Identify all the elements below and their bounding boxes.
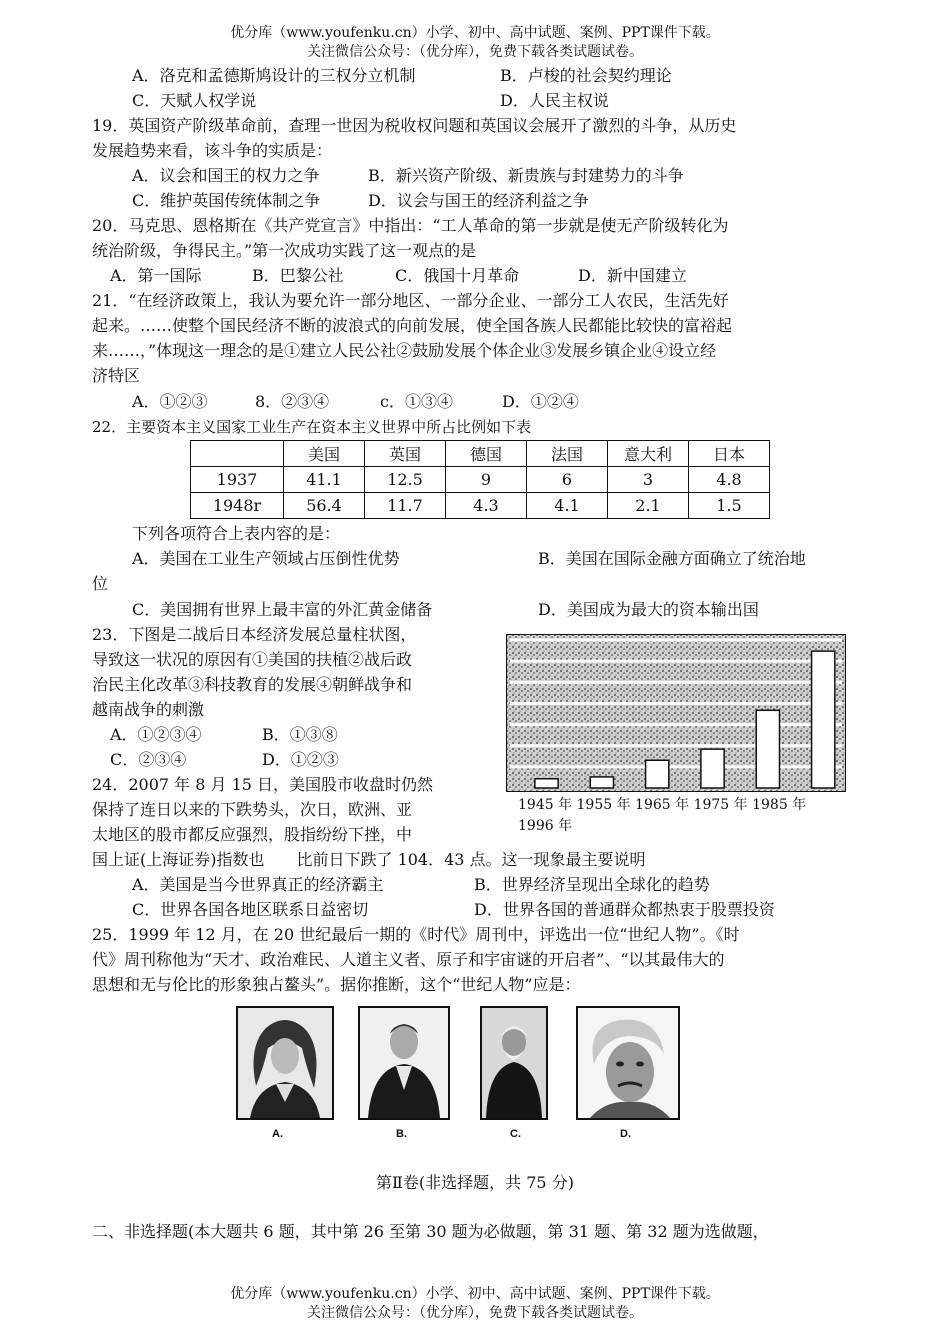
table-cell: 41.1 [284, 467, 365, 493]
table-header-cell: 美国 [284, 441, 365, 467]
q21-stem-4: 济特区 [92, 366, 141, 385]
table-cell: 4.8 [689, 467, 770, 493]
q21-option-c: c．①③④ [380, 392, 453, 411]
portrait-d-label: D. [620, 1128, 631, 1140]
q19-option-a: A．议会和国王的权力之争 [132, 166, 320, 185]
q19-stem-1: 19．英国资产阶级革命前，查理一世因为税收权问题和英国议会展开了激烈的斗争，从历史 [92, 116, 737, 135]
footer-line-1: 优分库（www.youfenku.cn）小学、初中、高中试题、案例、PPT课件下载。 [230, 1286, 720, 1302]
chart-caption-2: 1996 年 [518, 818, 573, 834]
table-header-cell: 法国 [527, 441, 608, 467]
table-cell: 4.1 [527, 493, 608, 519]
portrait-b-label: B. [396, 1128, 407, 1140]
q22-table [190, 440, 770, 519]
q21-stem-2: 起来。……使整个国民经济不断的波浪式的向前发展，使全国各族人民都能比较快的富裕起 [92, 316, 733, 335]
table-header-cell: 英国 [365, 441, 446, 467]
q22-stem: 22．主要资本主义国家工业生产在资本主义世界中所占比例如下表 [92, 418, 532, 436]
q23-stem-1: 23．下图是二战后日本经济发展总量柱状图， [92, 625, 417, 644]
q24-stem-1: 24．2007 年 8 月 15 日，美国股市收盘时仍然 [92, 775, 434, 794]
q19-stem-2: 发展趋势来看，该斗争的实质是： [92, 141, 333, 160]
q25-stem-2: 代》周刊称他为“天才、政治难民、人道主义者、原子和宇宙谜的开启者”、“以其最伟大的 [92, 950, 725, 969]
q22-option-c: C．美国拥有世界上最丰富的外汇黄金储备 [132, 600, 433, 619]
q23-option-a: A．①②③④ [110, 725, 202, 744]
portrait-b-image [358, 1006, 450, 1120]
q20-stem-2: 统治阶级，争得民主。”第一次成功实践了这一观点的是 [92, 241, 477, 260]
chart-bar-1955年 [590, 777, 613, 788]
footer-line-2: 关注微信公众号：（优分库），免费下载各类试题试卷。 [307, 1305, 643, 1321]
q21-option-b: 8．②③④ [255, 392, 330, 411]
table-cell: 9 [446, 467, 527, 493]
q18-option-b: B．卢梭的社会契约理论 [500, 66, 672, 85]
header-line-1: 优分库（www.youfenku.cn）小学、初中、高中试题、案例、PPT课件下载。 [230, 25, 720, 41]
table-cell: 56.4 [284, 493, 365, 519]
q20-option-c: C．俄国十月革命 [395, 266, 520, 285]
table-cell: 1937 [191, 467, 284, 493]
portrait-a-image [236, 1006, 334, 1120]
table-cell: 2.1 [608, 493, 689, 519]
table-header-cell [191, 441, 284, 467]
table-cell: 1.5 [689, 493, 770, 519]
q22-prompt: 下列各项符合上表内容的是： [132, 524, 341, 543]
q25-stem-3: 思想和无与伦比的形象独占鳌头”。据你推断，这个“世纪人物”应是： [92, 975, 581, 994]
table-cell: 4.3 [446, 493, 527, 519]
q19-option-d: D．议会与国王的经济利益之争 [368, 191, 589, 210]
table-cell: 11.7 [365, 493, 446, 519]
q22-option-b-continued: 位 [92, 574, 109, 593]
q20-option-d: D．新中国建立 [578, 266, 687, 285]
chart-bar-1975年 [701, 749, 724, 788]
q24-stem-3: 太地区的股市都反应强烈，股指纷纷下挫，中 [92, 825, 413, 844]
q21-option-a: A．①②③ [132, 392, 208, 411]
q21-stem-1: 21．“在经济政策上，我认为要允许一部分地区、一部分企业、一部分工人农民，生活先好 [92, 291, 729, 310]
chart-bar-1965年 [646, 760, 669, 788]
table-cell: 12.5 [365, 467, 446, 493]
q22-option-b: B．美国在国际金融方面确立了统治地 [538, 549, 806, 568]
q22-option-d: D．美国成为最大的资本输出国 [538, 600, 759, 619]
q19-option-c: C．维护英国传统体制之争 [132, 191, 321, 210]
header-line-2: 关注微信公众号：（优分库），免费下载各类试题试卷。 [307, 44, 643, 60]
q18-option-d: D．人民主权说 [500, 91, 609, 110]
table-cell: 1948r [191, 493, 284, 519]
q22-option-a: A．美国在工业生产领域占压倒性优势 [132, 549, 400, 568]
portrait-d-image [576, 1006, 680, 1120]
q25-stem-1: 25．1999 年 12 月，在 20 世纪最后一期的《时代》周刊中，评选出一位“世纪人物”。《时 [92, 925, 740, 944]
table-header-cell: 日本 [689, 441, 770, 467]
part-2-title: 第Ⅱ卷(非选择题，共 75 分) [376, 1173, 574, 1192]
q24-option-a: A．美国是当今世界真正的经济霸主 [132, 875, 384, 894]
q24-option-d: D．世界各国的普通群众都热衷于股票投资 [474, 900, 775, 919]
q24-option-c: C．世界各国各地区联系日益密切 [132, 900, 369, 919]
table-header-cell: 意大利 [608, 441, 689, 467]
table-header-cell: 德国 [446, 441, 527, 467]
q20-stem-1: 20．马克思、恩格斯在《共产党宣言》中指出：“工人革命的第一步就是使无产阶级转化为 [92, 216, 729, 235]
q23-stem-3: 治民主化改革③科技教育的发展④朝鲜战争和 [92, 675, 413, 694]
q23-option-c: C．②③④ [110, 750, 187, 769]
q23-stem-2: 导致这一状况的原因有①美国的扶植②战后政 [92, 650, 413, 669]
table-cell: 6 [527, 467, 608, 493]
q21-stem-3: 来……，”体现这一理念的是①建立人民公社②鼓励发展个体企业③发展乡镇企业④设立经 [92, 341, 717, 360]
table-row [191, 493, 770, 519]
page-header [0, 24, 950, 62]
q20-option-a: A．第一国际 [110, 266, 202, 285]
chart-bar-1996年 [812, 651, 835, 788]
table-header-row [191, 441, 770, 467]
chart-caption-1: 1945 年 1955 年 1965 年 1975 年 1985 年 [518, 797, 807, 813]
q18-option-c: C．天赋人权学说 [132, 91, 257, 110]
q18-option-a: A．洛克和孟德斯鸠设计的三权分立机制 [132, 66, 416, 85]
q24-stem-4: 国上证(上海证券)指数也 比前日下跌了 104．43 点。这一现象最主要说明 [92, 850, 646, 869]
chart-bar-1945年 [535, 779, 558, 788]
q19-option-b: B．新兴资产阶级、新贵族与封建势力的斗争 [368, 166, 684, 185]
q24-stem-2: 保持了连日以来的下跌势头，次日，欧洲、亚 [92, 800, 413, 819]
japan-economy-bar-chart [506, 634, 846, 792]
table-cell: 3 [608, 467, 689, 493]
q20-option-b: B．巴黎公社 [252, 266, 344, 285]
portrait-c-image [480, 1006, 548, 1120]
portrait-a-label: A. [272, 1128, 283, 1140]
portrait-c-label: C. [510, 1128, 521, 1140]
q23-option-d: D．①②③ [262, 750, 339, 769]
q24-option-b: B．世界经济呈现出全球化的趋势 [474, 875, 710, 894]
q23-stem-4: 越南战争的刺激 [92, 700, 205, 719]
part-2-intro: 二、非选择题(本大题共 6 题，其中第 26 至第 30 题为必做题，第 31 题、第 32 题为选做题， [92, 1222, 769, 1241]
chart-bar-1985年 [756, 710, 779, 788]
q21-option-d: D．①②④ [502, 392, 579, 411]
table-row [191, 467, 770, 493]
page-footer [0, 1285, 950, 1323]
q23-option-b: B．①③⑧ [262, 725, 338, 744]
